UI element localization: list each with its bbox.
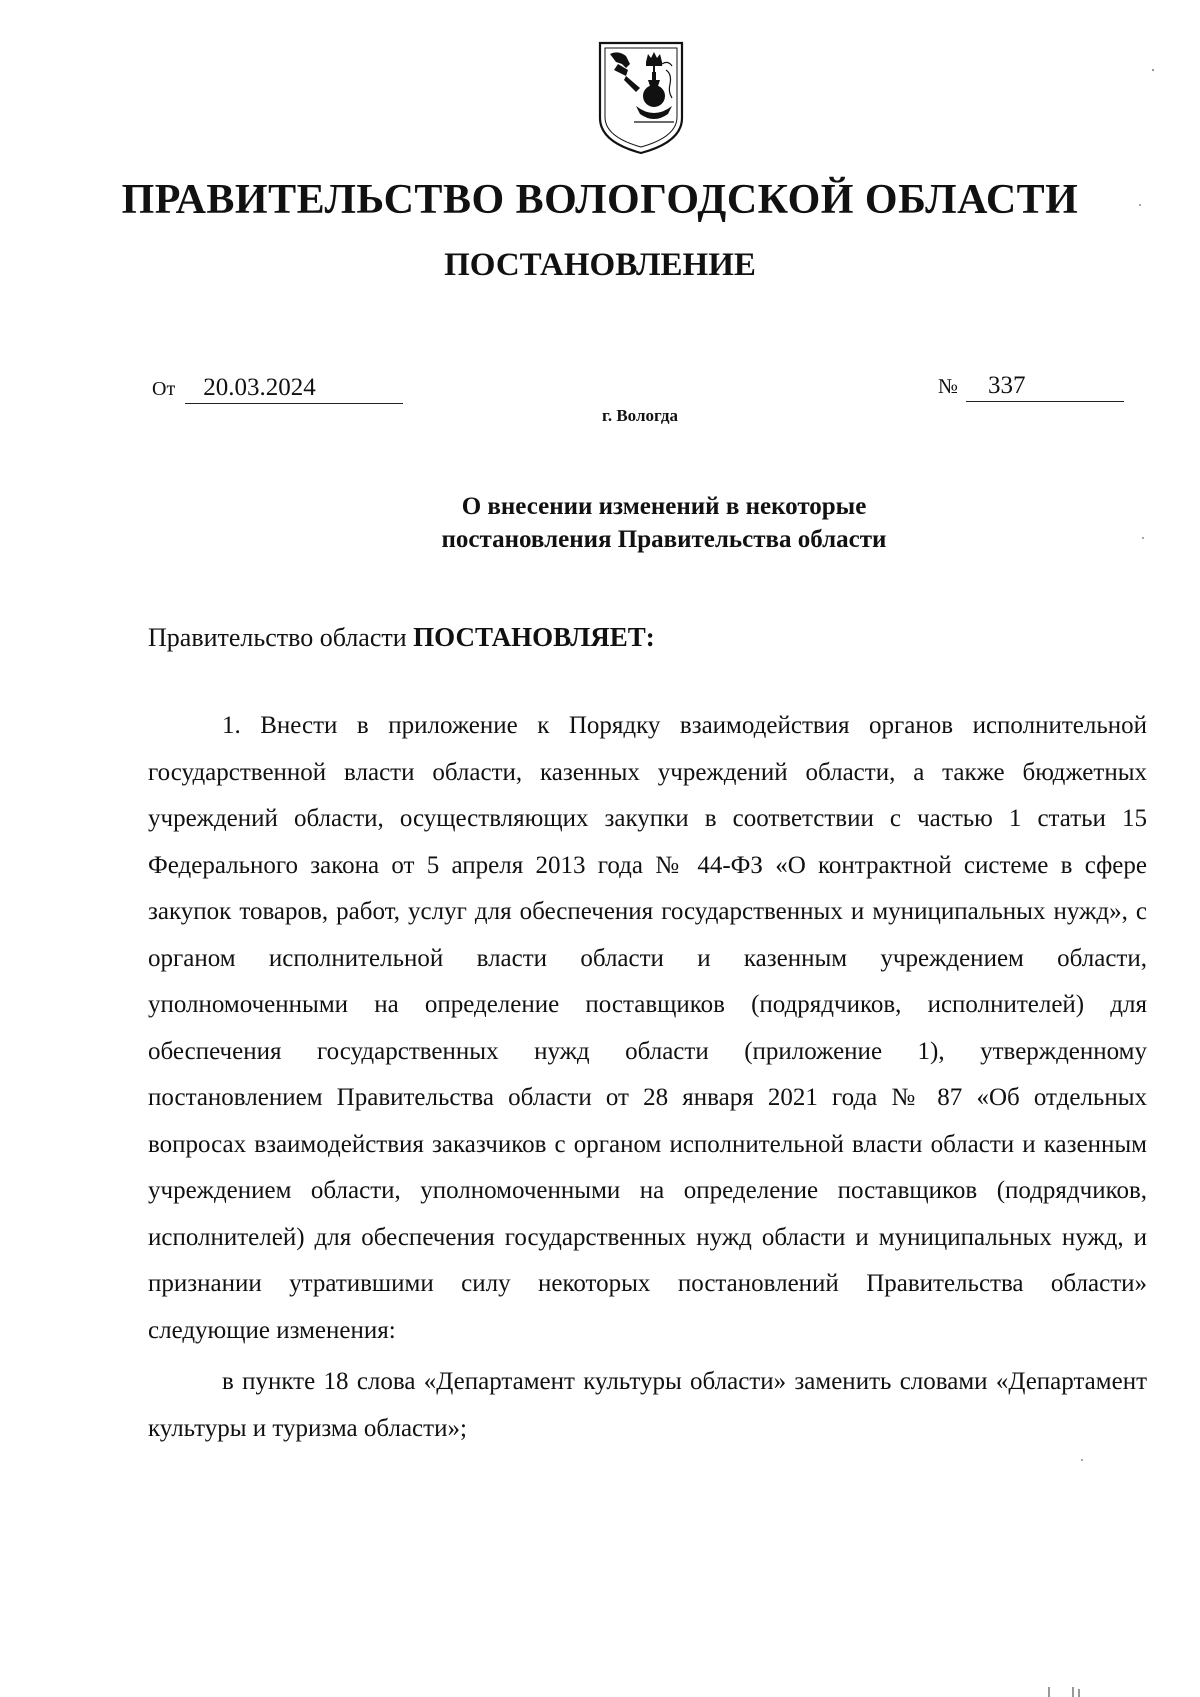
preamble bbox=[148, 622, 655, 653]
city-name: г. Вологда bbox=[602, 406, 678, 425]
number-value: 337 bbox=[966, 371, 1124, 402]
number-label: № bbox=[938, 374, 959, 398]
vologda-coat-of-arms-icon bbox=[596, 40, 686, 156]
government-title: ПРАВИТЕЛЬСТВО ВОЛОГОДСКОЙ ОБЛАСТИ bbox=[121, 177, 1079, 223]
preamble-verb: ПОСТАНОВЛЯЕТ: bbox=[413, 622, 655, 652]
preamble-text: Правительство области bbox=[148, 623, 407, 652]
document-body bbox=[148, 703, 1147, 1452]
subject-line-2: постановления Правительства области bbox=[441, 526, 887, 553]
document-type-title: ПОСТАНОВЛЕНИЕ bbox=[444, 247, 756, 283]
date-label: От bbox=[152, 378, 176, 400]
body-paragraph-2: в пункте 18 слова «Департамент культуры области» заменить словами «Департамент культуры и туризма области»; bbox=[148, 1368, 1147, 1442]
document-number bbox=[938, 371, 1124, 402]
document-subject bbox=[0, 490, 1200, 556]
date-value: 20.03.2024 bbox=[185, 373, 403, 404]
document-date bbox=[152, 373, 403, 404]
body-paragraph-1: 1. Внести в приложение к Порядку взаимодействия органов исполнительной государственной власти области, казенных учреждений области, а также бюджетных учреждений области, осуществляющих закупки в соответствии с частью 1 статьи 15 Федерального закона от 5 апреля 2013 года № 44-ФЗ «О контрактной системе в сфере закупок товаров, работ, услуг для обеспечения государственных и муниципальных нужд», с органом исполнительной власти области и казенным учреждением области, уполномоченными на определение поставщиков (подрядчиков, исполнителей) для обеспечения государственных нужд области (приложение 1), утвержденному постановлением Правительства области от 28 января 2021 года № 87 «Об отдельных вопросах взаимодействия заказчиков с органом исполнительной власти области и казенным учреждением области, уполномоченными на определение поставщиков (подрядчиков, исполнителей) для обеспечения государственных нужд области и муниципальных нужд, и признании утратившими силу некоторых постановлений Правительства области» следующие изменения: bbox=[148, 712, 1147, 1344]
subject-line-1: О внесении изменений в некоторые bbox=[461, 493, 867, 520]
